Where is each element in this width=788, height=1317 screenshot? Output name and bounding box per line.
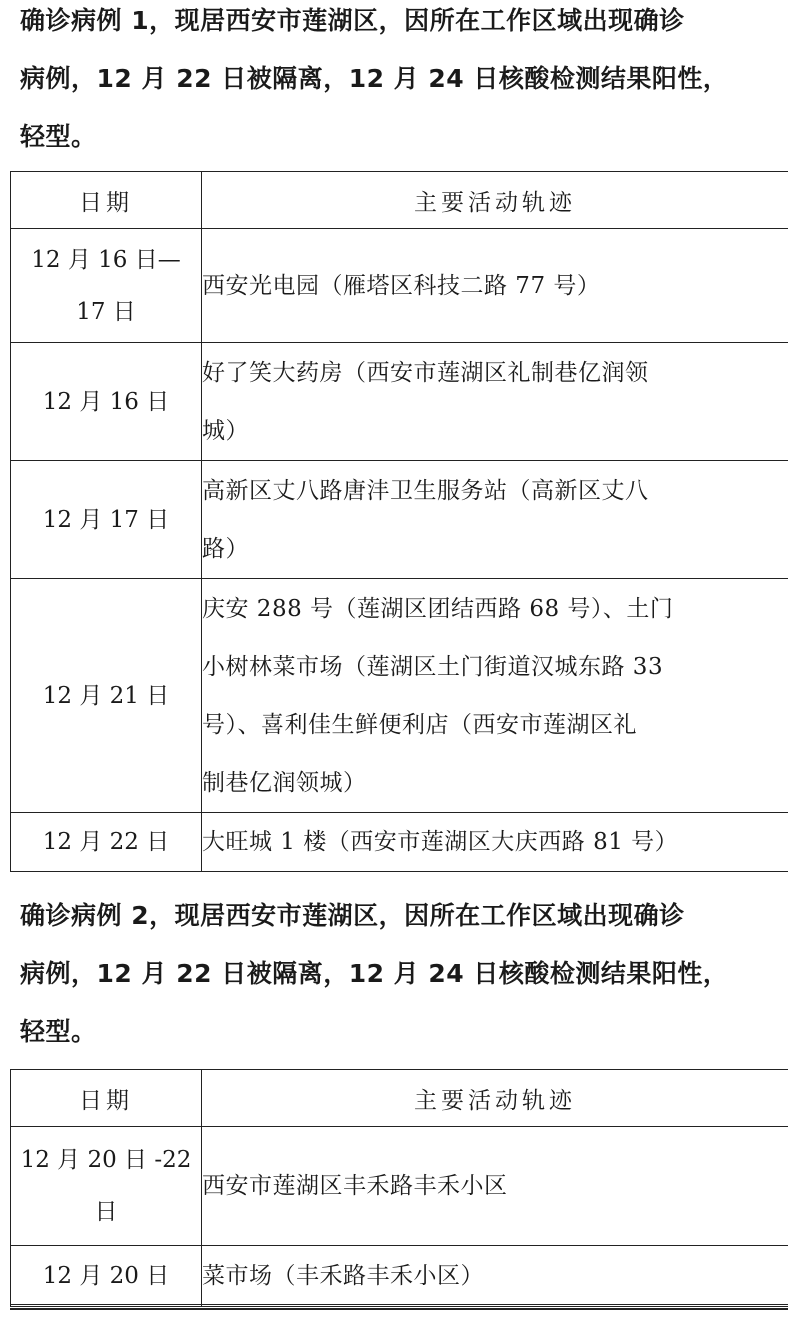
header-date: 日期 — [11, 1070, 202, 1127]
activity-line: 好了笑大药房（西安市莲湖区礼制巷亿润领 — [202, 359, 649, 386]
date-line: 12 月 16 日 — [42, 388, 170, 415]
table-bottom-double-rule — [10, 1304, 788, 1309]
date-line: 12 月 22 日 — [42, 829, 170, 855]
activity-line: 号）、喜利佳生鲜便利店（西安市莲湖区礼 — [202, 711, 637, 738]
date-line: 12 月 17 日 — [42, 506, 170, 533]
case-1-itinerary-table — [10, 171, 788, 872]
case-1-line-2: 病例，12 月 22 日被隔离，12 月 24 日核酸检测结果阳性， — [20, 64, 729, 93]
case-2-line-2: 病例，12 月 22 日被隔离，12 月 24 日核酸检测结果阳性， — [20, 959, 729, 988]
case-2-line-1: 确诊病例 2，现居西安市莲湖区，因所在工作区域出现确诊 — [20, 901, 685, 930]
activity-line: 制巷亿润领城） — [202, 769, 367, 796]
row-activity — [202, 343, 788, 461]
case-1-line-1: 确诊病例 1，现居西安市莲湖区，因所在工作区域出现确诊 — [20, 6, 685, 35]
row-date — [11, 1127, 202, 1246]
case-1-description — [20, 0, 780, 166]
activity-line: 高新区丈八路唐沣卫生服务站（高新区丈八 — [202, 477, 649, 504]
row-date — [11, 813, 202, 872]
table-row — [11, 1127, 788, 1246]
row-date — [11, 343, 202, 461]
table-row — [11, 1246, 788, 1309]
header-date: 日期 — [11, 172, 202, 229]
case-2-line-3: 轻型。 — [20, 1017, 97, 1046]
row-activity — [202, 579, 788, 813]
date-line: 12 月 20 日 -22 — [20, 1147, 192, 1173]
activity-line: 菜市场（丰禾路丰禾小区） — [202, 1263, 484, 1289]
activity-line: 路） — [202, 535, 249, 562]
table-row — [11, 813, 788, 872]
table-header-row — [11, 172, 788, 229]
activity-line: 西安市莲湖区丰禾路丰禾小区 — [202, 1173, 508, 1199]
case-1-line-3: 轻型。 — [20, 122, 97, 151]
table-header-row — [11, 1070, 788, 1127]
row-activity — [202, 229, 788, 343]
row-activity — [202, 1127, 788, 1246]
table-row — [11, 461, 788, 579]
activity-line: 小树林菜市场（莲湖区土门街道汉城东路 33 — [202, 653, 664, 680]
activity-line: 庆安 288 号（莲湖区团结西路 68 号）、土门 — [202, 595, 674, 622]
header-activity: 主要活动轨迹 — [202, 1070, 788, 1127]
activity-line: 西安光电园（雁塔区科技二路 77 号） — [202, 272, 601, 299]
row-date — [11, 1246, 202, 1309]
row-date — [11, 579, 202, 813]
case-2-itinerary-table — [10, 1069, 788, 1310]
activity-line: 大旺城 1 楼（西安市莲湖区大庆西路 81 号） — [202, 829, 679, 855]
date-line: 日 — [94, 1199, 118, 1225]
date-line: 12 月 20 日 — [42, 1263, 170, 1289]
row-activity — [202, 813, 788, 872]
case-2-description — [20, 887, 780, 1061]
date-line: 12 月 16 日— — [31, 246, 181, 273]
table-row — [11, 229, 788, 343]
header-activity: 主要活动轨迹 — [202, 172, 788, 229]
row-activity — [202, 461, 788, 579]
date-line: 12 月 21 日 — [42, 682, 170, 709]
row-date — [11, 229, 202, 343]
date-line: 17 日 — [76, 298, 136, 325]
table-row — [11, 343, 788, 461]
table-row — [11, 579, 788, 813]
row-activity — [202, 1246, 788, 1309]
row-date — [11, 461, 202, 579]
activity-line: 城） — [202, 417, 249, 444]
